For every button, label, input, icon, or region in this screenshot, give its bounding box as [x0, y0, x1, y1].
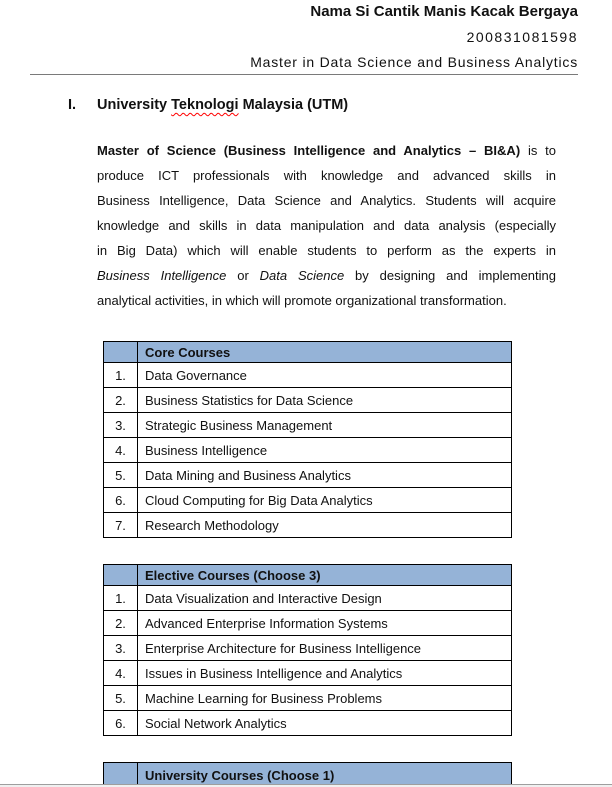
table-row [104, 711, 512, 736]
document-header [250, 0, 578, 75]
course-name-cell: Machine Learning for Business Problems [138, 686, 512, 711]
row-number-cell: 3. [104, 636, 138, 661]
section-title-before: University [97, 97, 172, 113]
row-number-cell: 5. [104, 686, 138, 711]
course-name-cell: Enterprise Architecture for Business Intelligence [138, 636, 512, 661]
row-number-cell: 5. [104, 463, 138, 488]
section-title [97, 97, 348, 113]
paragraph-run: or [226, 268, 260, 283]
table-header-row [104, 342, 512, 363]
table-row [104, 413, 512, 438]
paragraph-line [97, 138, 556, 163]
course-name-cell: Research Methodology [138, 513, 512, 538]
row-number-cell: 1. [104, 586, 138, 611]
course-name-cell: Data Governance [138, 363, 512, 388]
table-row [104, 463, 512, 488]
paragraph-run: in Big Data) which will enable students to perform as the experts in [97, 243, 556, 258]
paragraph-line [97, 238, 556, 263]
section-heading [68, 97, 348, 113]
table-row [104, 636, 512, 661]
elective-courses-table [103, 564, 512, 736]
table-title: Core Courses [138, 342, 512, 363]
row-number-cell: 6. [104, 488, 138, 513]
table-row [104, 363, 512, 388]
table-title: Elective Courses (Choose 3) [138, 565, 512, 586]
paragraph-run-italic: Data Science [259, 268, 345, 283]
course-name-cell: Cloud Computing for Big Data Analytics [138, 488, 512, 513]
paragraph-line [97, 288, 556, 313]
table-row [104, 661, 512, 686]
course-name-cell: Strategic Business Management [138, 413, 512, 438]
table-row [104, 438, 512, 463]
paragraph-line [97, 263, 556, 288]
table-title: University Courses (Choose 1) [138, 763, 512, 787]
course-name-cell: Data Visualization and Interactive Design [138, 586, 512, 611]
table-header-number-cell [104, 565, 138, 586]
section-title-after: Malaysia (UTM) [238, 97, 349, 113]
course-name-cell: Business Intelligence [138, 438, 512, 463]
paragraph-run-italic: Business Intelligence [97, 268, 227, 283]
row-number-cell: 2. [104, 611, 138, 636]
course-name-cell: Advanced Enterprise Information Systems [138, 611, 512, 636]
table-row [104, 611, 512, 636]
row-number-cell: 4. [104, 438, 138, 463]
paragraph-line [97, 188, 556, 213]
row-number-cell: 1. [104, 363, 138, 388]
header-divider-line [30, 74, 578, 75]
paragraph-run-bold: Master of Science (Business Intelligence and Analytics – BI&A) [97, 143, 521, 158]
table-row [104, 388, 512, 413]
course-name-cell: Data Mining and Business Analytics [138, 463, 512, 488]
table-row [104, 488, 512, 513]
table-row [104, 513, 512, 538]
paragraph-run: analytical activities, in which will promote organizational transformation. [97, 293, 507, 308]
table-row [104, 686, 512, 711]
paragraph-run: is to [520, 143, 556, 158]
row-number-cell: 4. [104, 661, 138, 686]
course-table-grid [103, 341, 512, 538]
paragraph-run: knowledge and skills in data manipulation and data analysis (especially [97, 218, 556, 233]
paragraph-line [97, 163, 556, 188]
section-numeral: I. [68, 97, 77, 113]
paragraph-run: produce ICT professionals with knowledge and advanced skills in [97, 168, 556, 183]
table-header-row [104, 565, 512, 586]
paragraph-line [97, 213, 556, 238]
table-row [104, 586, 512, 611]
paragraph-run: Business Intelligence, Data Science and Analytics. Students will acquire [97, 193, 556, 208]
table-header-number-cell [104, 342, 138, 363]
program-title: Master in Data Science and Business Analytics [250, 54, 578, 70]
program-description-paragraph [97, 138, 556, 313]
course-table-grid [103, 564, 512, 736]
paragraph-run: by designing and implementing [344, 268, 556, 283]
course-name-cell: Social Network Analytics [138, 711, 512, 736]
misspelled-word: Teknologi [171, 97, 239, 113]
row-number-cell: 7. [104, 513, 138, 538]
course-name-cell: Business Statistics for Data Science [138, 388, 512, 413]
student-id: 200831081598 [466, 29, 578, 45]
course-name-cell: Issues in Business Intelligence and Analytics [138, 661, 512, 686]
row-number-cell: 2. [104, 388, 138, 413]
student-name: Nama Si Cantik Manis Kacak Bergaya [310, 3, 578, 20]
row-number-cell: 3. [104, 413, 138, 438]
core-courses-table [103, 341, 512, 538]
row-number-cell: 6. [104, 711, 138, 736]
